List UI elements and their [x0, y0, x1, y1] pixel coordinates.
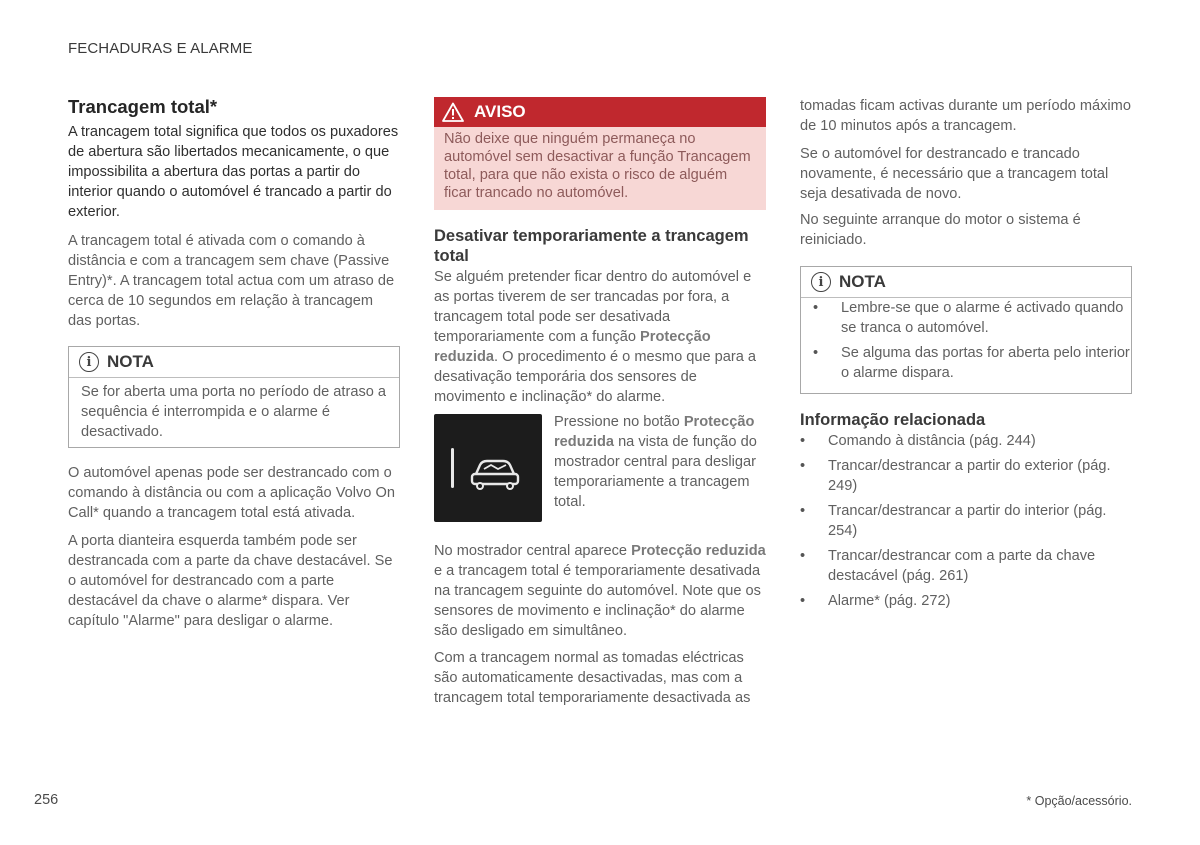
related-title: Informação relacionada	[800, 411, 986, 429]
text: e a trancagem total é temporariamente desativada na trancagem seguinte do automóvel. Note que os sensores de movimento e inclinação* do alarme são desligado em simultâneo.	[434, 563, 761, 639]
info-icon: i	[79, 352, 99, 372]
highlight-term: Protecção reduzida	[434, 329, 711, 365]
paragraph-display	[434, 541, 766, 641]
note-header	[801, 267, 1131, 298]
text: na vista de função do mostrador central para desligar temporariamente a trancagem total.	[554, 434, 757, 510]
note-list	[801, 298, 1131, 383]
page-header: FECHADURAS E ALARME	[68, 40, 253, 57]
info-icon: i	[811, 272, 831, 292]
paragraph-restart: No seguinte arranque do motor o sistema é reiniciado.	[800, 212, 1081, 248]
highlight-term: Protecção reduzida	[554, 414, 755, 450]
text: Se alguém pretender ficar dentro do automóvel e as portas tiverem de ser trancadas por fora, a trancagem total pode ser desativada temporariamente com a função	[434, 269, 752, 345]
related-link[interactable]: • Comando à distância (pág. 244)	[800, 431, 1132, 451]
related-link[interactable]: • Trancar/destrancar com a parte da chave destacável (pág. 261)	[800, 546, 1132, 586]
note-title: NOTA	[839, 272, 886, 291]
note-header	[69, 347, 399, 378]
section-title: Trancagem total*	[68, 96, 218, 117]
paragraph-relock: Se o automóvel for destrancado e trancado novamente, é necessário que a trancagem total seja desativada de novo.	[800, 146, 1109, 202]
text: No mostrador central aparece	[434, 543, 632, 559]
related-link[interactable]: • Trancar/destrancar a partir do interior (pág. 254)	[800, 501, 1132, 541]
note-title: NOTA	[107, 352, 154, 371]
related-link[interactable]: • Trancar/destrancar a partir do exterior (pág. 249)	[800, 456, 1132, 496]
footnote: * Opção/acessório.	[1026, 794, 1132, 808]
text: . O procedimento é o mesmo que para a desativação temporária dos sensores de movimento e inclinação* do alarme.	[434, 349, 757, 405]
subsection-title: Desativar temporariamente a trancagem total	[434, 227, 749, 265]
car-lock-icon	[434, 414, 542, 522]
paragraph-press-button	[554, 412, 766, 512]
note-item: • Se alguma das portas for aberta pelo interior o alarme dispara.	[813, 343, 1131, 383]
paragraph-activation: A trancagem total é ativada com o comando à distância e com a trancagem sem chave (Passive Entry)*. A trancagem total actua com um atraso de cerca de 10 segundos em relação à trancagem das portas.	[68, 233, 395, 329]
page-number: 256	[34, 792, 59, 808]
paragraph-unlock: O automóvel apenas pode ser destrancado com o comando à distância ou com a aplicação Volvo On Call* quando a trancagem total está ativada.	[68, 465, 395, 521]
warning-text: Não deixe que ninguém permaneça no automóvel sem desactivar a função Trancagem total, para que não exista o risco de alguém ficar trancado no automóvel.	[434, 127, 766, 210]
note-item: • Lembre-se que o alarme é activado quando se tranca o automóvel.	[813, 298, 1131, 338]
warning-header	[434, 97, 766, 127]
paragraph-reduced-protection	[434, 267, 766, 407]
paragraph-key-blade: A porta dianteira esquerda também pode ser destrancada com a parte da chave destacável. Se o automóvel for destrancado com a parte destacável da chave o alarme* dispara. Ver capítulo "Alarme" para desligar o alarme.	[68, 533, 393, 629]
note-text: Se for aberta uma porta no período de atraso a sequência é interrompida e o alarme é desactivado.	[81, 384, 387, 440]
warning-triangle-icon	[442, 102, 464, 122]
reduced-protection-button-image	[434, 414, 542, 522]
related-list	[800, 431, 1132, 611]
paragraph-sockets: Com a trancagem normal as tomadas eléctricas são automaticamente desactivadas, mas com a trancagem total temporariamente desactivada as	[434, 650, 751, 706]
note-box-2	[800, 266, 1132, 394]
paragraph-sockets-cont: tomadas ficam activas durante um período máximo de 10 minutos após a trancagem.	[800, 98, 1131, 134]
warning-title: AVISO	[474, 102, 526, 121]
related-link[interactable]: • Alarme* (pág. 272)	[800, 591, 1132, 611]
note-box-1	[68, 346, 400, 448]
warning-box	[434, 97, 766, 210]
text: Pressione no botão	[554, 414, 684, 430]
intro-paragraph: A trancagem total significa que todos os puxadores de abertura são libertados mecanicamente, o que impossibilita a abertura das portas a partir do interior quando o automóvel é trancado a partir do exterior.	[68, 124, 399, 220]
highlight-term: Protecção reduzida	[631, 543, 766, 559]
